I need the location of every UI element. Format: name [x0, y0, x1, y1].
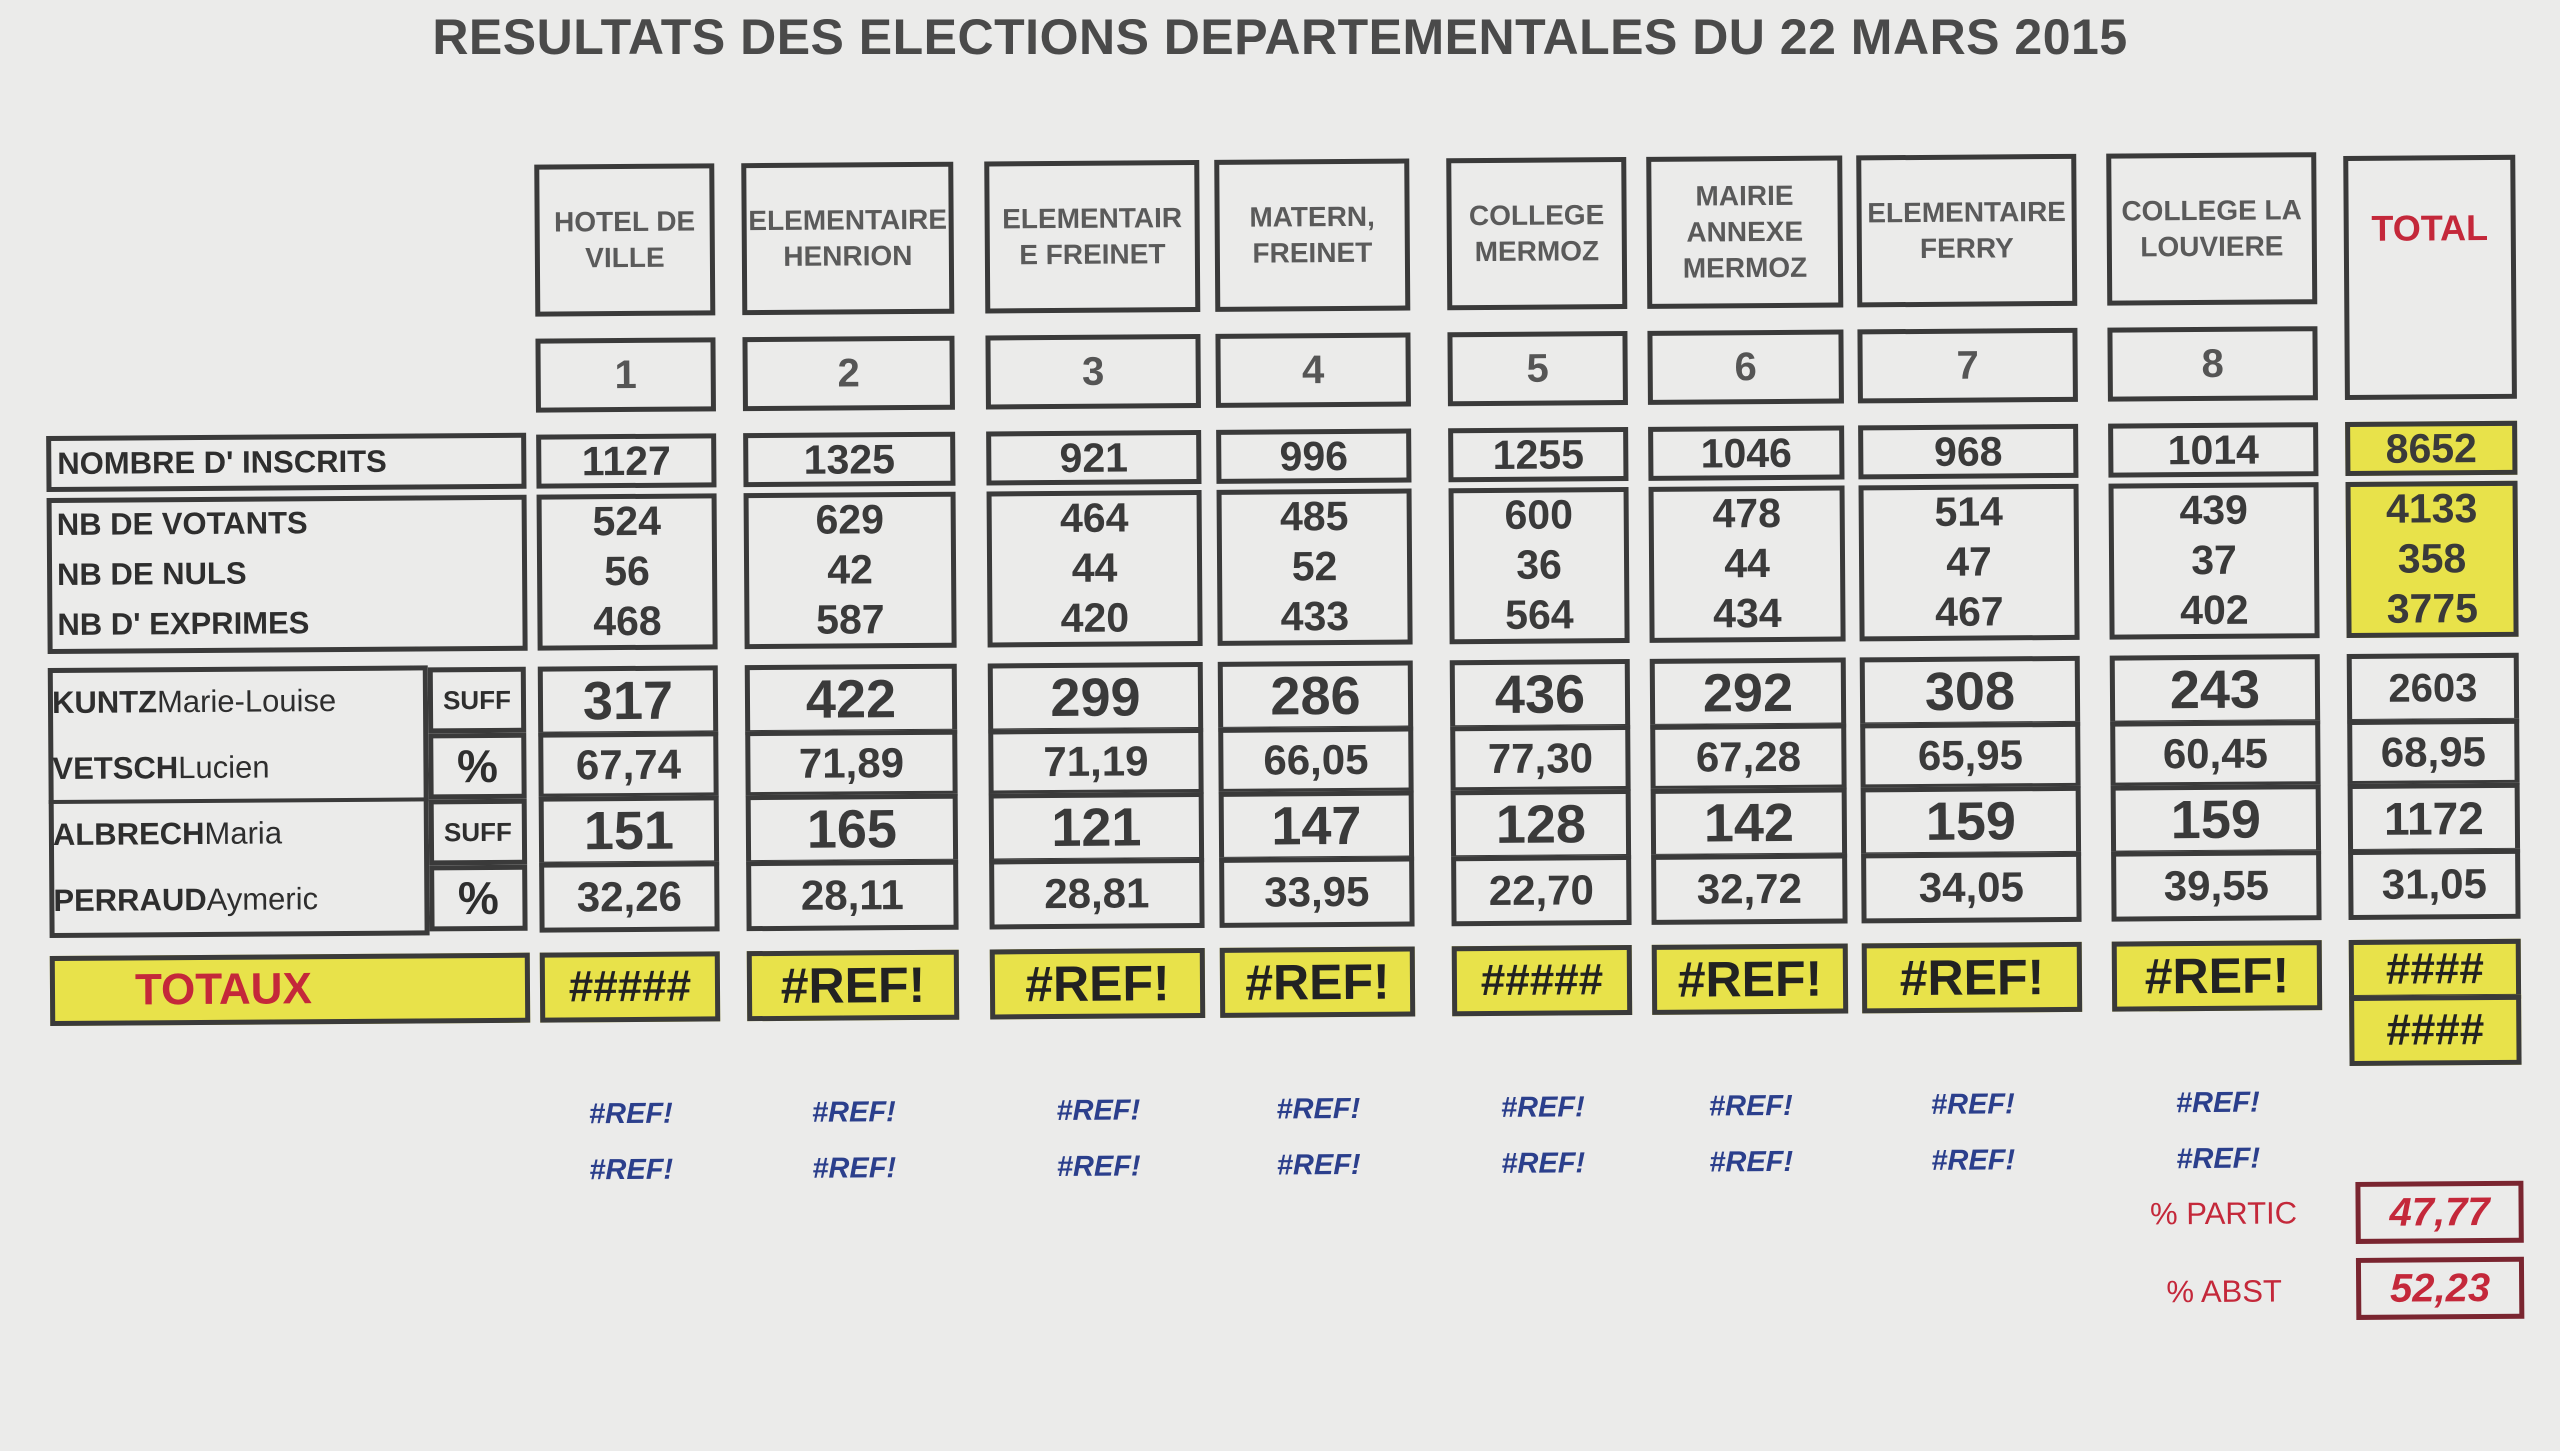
suff1-value: 292: [1650, 657, 1846, 728]
pct2-value: 28,81: [989, 858, 1204, 929]
exprimes-value: 420: [1060, 593, 1130, 641]
pct1-value: 71,89: [745, 730, 957, 797]
ref-error-2: #REF!: [589, 1153, 674, 1187]
candidate-firstname: Maria: [204, 815, 283, 851]
candidate-name: [53, 868, 423, 931]
exprimes-value: 467: [1935, 587, 2004, 635]
totaux-value: #REF!: [1220, 947, 1415, 1018]
candidate-firstname: Marie-Louise: [156, 683, 337, 720]
station-number: 7: [1857, 328, 2078, 404]
ref-error-1: #REF!: [811, 1096, 896, 1129]
suff2-value: 142: [1651, 787, 1847, 858]
nuls-value: 52: [1291, 542, 1338, 589]
suff1-value: 317: [538, 665, 718, 736]
totaux-value: #REF!: [1652, 943, 1848, 1014]
votants-value: 478: [1712, 489, 1782, 536]
suff2-value: 121: [989, 792, 1204, 863]
candidate-name: [52, 670, 422, 733]
nuls-value: 44: [1071, 544, 1118, 591]
suff1-value: 308: [1860, 656, 2080, 728]
candidate-surname: ALBRECH: [52, 815, 205, 853]
suff2-value: 159: [1861, 786, 2081, 858]
votants-value: 524: [592, 497, 662, 544]
station-name-text: MATERN, FREINET: [1249, 200, 1375, 269]
candidate-surname: PERRAUD: [53, 881, 207, 919]
station-number: 1: [535, 337, 716, 412]
total-suff1: 2603: [2347, 653, 2519, 724]
ref-error-2: #REF!: [812, 1152, 897, 1185]
station-name-text: ELEMENTAIRE HENRION: [748, 203, 948, 272]
pct1-value: 67,74: [538, 731, 718, 798]
suff1-value: 299: [988, 662, 1203, 733]
total-inscrits: 8652: [2345, 421, 2517, 476]
total-header: TOTAL: [2343, 155, 2517, 400]
suff1-value: 286: [1218, 661, 1413, 732]
ref-error-1: #REF!: [1276, 1092, 1361, 1126]
row-label-exprimes: NB D' EXPRIMES: [57, 605, 310, 642]
total-suff2: 1172: [2348, 783, 2520, 854]
pct1-value: 67,28: [1650, 723, 1846, 790]
pct1-value: 77,30: [1450, 725, 1630, 792]
suff-tag: SUFF: [428, 667, 526, 734]
candidate-name: [52, 736, 422, 799]
ref-error-1: #REF!: [1930, 1088, 2015, 1121]
totaux-value: #REF!: [1862, 942, 2082, 1014]
exprimes-value: 433: [1280, 592, 1350, 639]
pct1-value: 66,05: [1218, 727, 1413, 794]
nuls-value: 37: [2191, 536, 2238, 583]
station-name-text: ELEMENTAIR E FREINET: [1002, 202, 1183, 271]
station-number: 8: [2107, 326, 2318, 401]
station-name-header: [1214, 159, 1410, 312]
ref-error-2: #REF!: [2176, 1142, 2261, 1176]
pct2-value: 34,05: [1861, 852, 2081, 924]
station-number: 2: [742, 336, 955, 411]
totaux-value: #####: [1452, 945, 1632, 1016]
inscrits-value: 921: [986, 430, 1201, 485]
total-votants: 4133: [2385, 484, 2478, 532]
inscrits-value: 1046: [1648, 425, 1844, 480]
ref-error-2: #REF!: [1931, 1144, 2016, 1177]
nuls-value: 36: [1516, 540, 1563, 588]
votants-value: 514: [1934, 487, 2004, 535]
total-pct1: 68,95: [2347, 719, 2519, 786]
station-name-text: COLLEGE MERMOZ: [1468, 199, 1605, 268]
votants-value: 439: [2179, 486, 2249, 533]
pct1-value: 71,19: [988, 728, 1203, 795]
inscrits-value: 1014: [2108, 422, 2318, 477]
station-number: 3: [985, 334, 1201, 409]
pct2-value: 33,95: [1219, 857, 1414, 928]
station-name-text: HOTEL DE VILLE: [554, 205, 696, 274]
exprimes-value: 468: [593, 597, 662, 644]
ref-error-2: #REF!: [1056, 1150, 1141, 1184]
participation-value: 47,77: [2355, 1181, 2523, 1244]
totaux-value: #REF!: [747, 950, 959, 1021]
totaux-label: TOTAUX: [50, 953, 530, 1026]
ref-error-1: #REF!: [1056, 1094, 1141, 1128]
pct2-value: 32,26: [539, 861, 719, 932]
suff2-value: 165: [746, 794, 958, 865]
pct-tag: %: [428, 733, 526, 800]
suff2-value: 151: [539, 795, 719, 866]
ref-error-2: #REF!: [1709, 1145, 1794, 1179]
station-name-text: MAIRIE ANNEXE MERMOZ: [1682, 179, 1808, 284]
ref-error-2: #REF!: [1501, 1147, 1586, 1180]
exprimes-value: 402: [2180, 586, 2249, 633]
total-nuls: 358: [2397, 534, 2467, 582]
candidate-firstname: Lucien: [178, 749, 270, 786]
row-label-nuls: NB DE NULS: [56, 555, 247, 592]
suff1-value: 422: [745, 664, 957, 735]
nuls-value: 42: [827, 545, 874, 593]
row-label-votants: NB DE VOTANTS: [56, 505, 308, 542]
exprimes-value: 564: [1505, 590, 1574, 638]
station-name-header: [2106, 152, 2317, 305]
suff1-value: 243: [2110, 654, 2320, 725]
station-name-header: [984, 160, 1200, 313]
totaux-value: #REF!: [990, 948, 1205, 1019]
station-name-text: ELEMENTAIRE FERRY: [1867, 195, 2067, 264]
inscrits-value: 996: [1216, 429, 1411, 484]
pct1-value: 65,95: [1860, 722, 2080, 790]
station-name-header: [534, 163, 715, 316]
total-totaux-2: ####: [2349, 995, 2521, 1066]
station-name-text: COLLEGE LA LOUVIERE: [2121, 194, 2302, 263]
participation-label: % PARTIC: [2149, 1195, 2298, 1232]
station-number: 6: [1647, 329, 1844, 404]
ref-error-1: #REF!: [1500, 1091, 1585, 1124]
station-name-header: [1446, 157, 1627, 310]
candidate-firstname: Aymeric: [206, 881, 319, 917]
nuls-value: 47: [1946, 537, 1993, 585]
pct2-value: 32,72: [1651, 853, 1847, 924]
station-name-header: [741, 162, 954, 315]
ref-error-1: #REF!: [1708, 1089, 1793, 1123]
candidate-surname: KUNTZ: [51, 684, 158, 721]
inscrits-value: 1127: [536, 433, 716, 488]
inscrits-value: 968: [1858, 424, 2078, 480]
station-number: 4: [1215, 333, 1411, 408]
page-title: RESULTATS DES ELECTIONS DEPARTEMENTALES DU 22 MARS 2015: [432, 9, 2128, 65]
station-name-header: [1856, 154, 2077, 308]
votants-value: 485: [1279, 492, 1349, 539]
station-number: 5: [1447, 331, 1628, 406]
exprimes-value: 434: [1713, 589, 1782, 636]
suff2-value: 147: [1219, 791, 1414, 862]
pct2-value: 28,11: [746, 860, 958, 931]
total-pct2: 31,05: [2348, 849, 2520, 920]
exprimes-value: 587: [816, 595, 885, 643]
ref-error-2: #REF!: [1276, 1148, 1361, 1182]
pct2-value: 39,55: [2111, 850, 2321, 921]
abstention-value: 52,23: [2356, 1257, 2524, 1320]
suff1-value: 436: [1450, 659, 1630, 730]
total-totaux-1: ####: [2349, 939, 2521, 1000]
candidate-name: [53, 802, 423, 865]
ref-error-1: #REF!: [2175, 1086, 2260, 1120]
station-name-header: [1646, 156, 1843, 309]
votants-value: 464: [1059, 493, 1129, 541]
suff2-value: 128: [1451, 789, 1631, 860]
totaux-value: #####: [540, 951, 720, 1022]
votants-value: 629: [815, 495, 885, 543]
total-exprimes: 3775: [2386, 584, 2479, 632]
suff2-value: 159: [2111, 784, 2321, 855]
pct-tag: %: [429, 865, 527, 932]
inscrits-value: 1255: [1448, 427, 1628, 482]
suff-tag: SUFF: [429, 799, 527, 866]
nuls-value: 44: [1724, 539, 1771, 586]
totaux-value: #REF!: [2112, 940, 2322, 1011]
candidate-surname: VETSCH: [52, 750, 179, 787]
nuls-value: 56: [604, 547, 651, 594]
row-label-inscrits: NOMBRE D' INSCRITS: [46, 433, 526, 492]
pct1-value: 60,45: [2110, 720, 2320, 787]
ref-error-1: #REF!: [588, 1097, 673, 1131]
votants-value: 600: [1504, 490, 1574, 538]
abstention-label: % ABST: [2166, 1273, 2282, 1310]
pct2-value: 22,70: [1451, 855, 1631, 926]
inscrits-value: 1325: [743, 432, 955, 487]
